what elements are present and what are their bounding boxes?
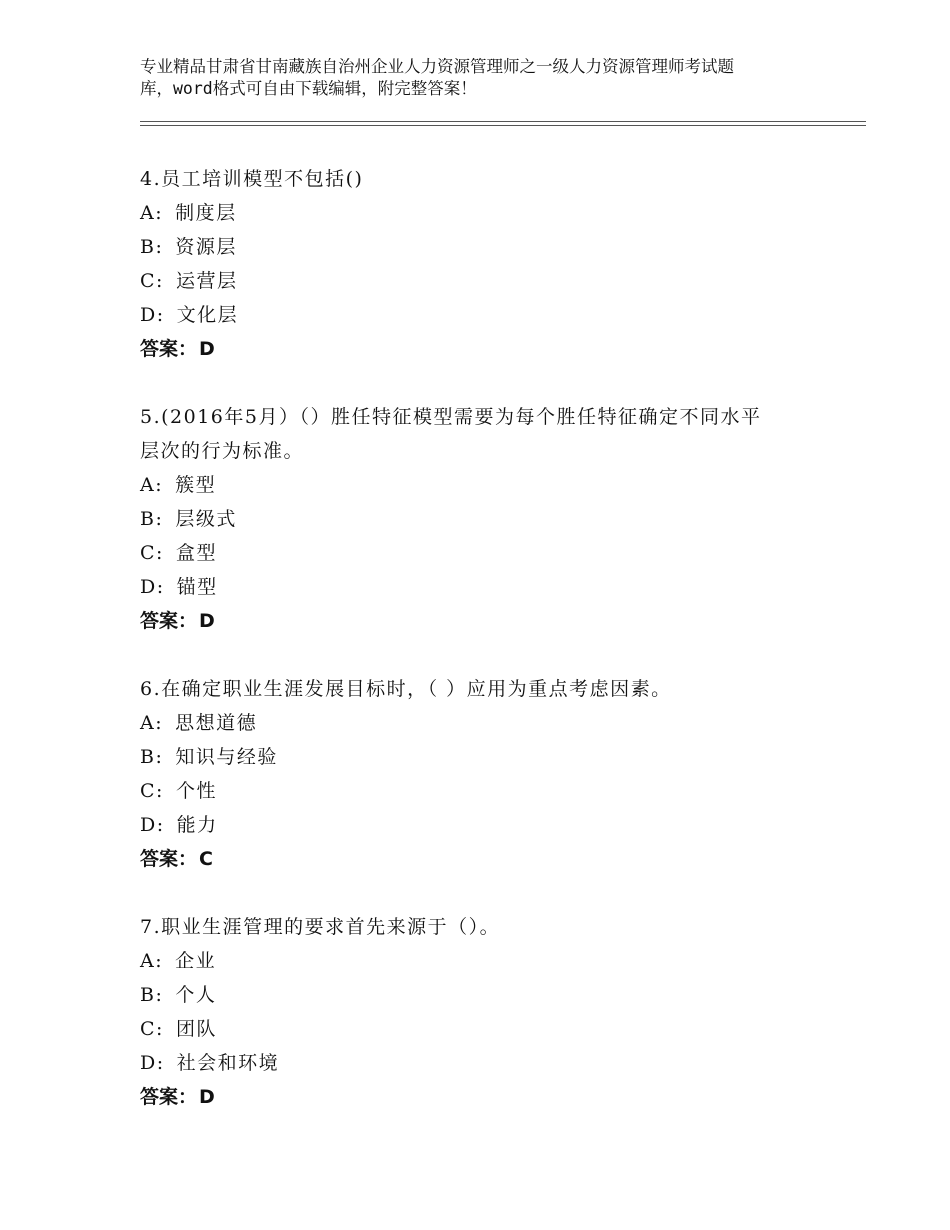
header-line-2: 库，word格式可自由下载编辑，附完整答案！: [140, 79, 477, 98]
question-block: [140, 400, 840, 638]
header-double-rule: [140, 121, 866, 126]
option-text: 簇型: [175, 474, 217, 496]
option-letter: B: [140, 984, 156, 1006]
option-letter: A: [140, 712, 156, 734]
option-letter: C: [140, 1018, 157, 1040]
option-letter: B: [140, 746, 156, 768]
option-letter: A: [140, 950, 156, 972]
option-separator: :: [156, 780, 164, 802]
option-separator: :: [156, 1018, 164, 1040]
answer-option: [140, 944, 840, 978]
question-stem: 层次的行为标准。: [140, 440, 305, 462]
answer-option: [140, 196, 840, 230]
answer-value: D: [199, 338, 215, 360]
answer-option: [140, 298, 840, 332]
option-letter: D: [140, 814, 157, 836]
option-text: 社会和环境: [176, 1052, 280, 1074]
answer-option: [140, 1012, 840, 1046]
option-letter: D: [140, 576, 157, 598]
answer-option: [140, 264, 840, 298]
option-text: 资源层: [175, 236, 237, 258]
answer-option: [140, 706, 840, 740]
question-block: [140, 672, 840, 876]
answer-line: [140, 842, 840, 876]
option-letter: C: [140, 542, 157, 564]
option-separator: :: [155, 236, 164, 258]
option-separator: :: [155, 950, 164, 972]
answer-label: 答案：: [140, 1086, 198, 1108]
header-line-1: 专业精品甘肃省甘南藏族自治州企业人力资源管理师之一级人力资源管理师考试题: [140, 57, 734, 76]
option-text: 制度层: [175, 202, 237, 224]
option-separator: :: [155, 712, 164, 734]
option-separator: :: [155, 474, 164, 496]
question-list: [140, 162, 840, 1148]
option-text: 层级式: [175, 508, 237, 530]
option-text: 个人: [175, 984, 217, 1006]
answer-option: [140, 774, 840, 808]
answer-label: 答案：: [140, 848, 198, 870]
answer-line: [140, 332, 840, 366]
option-letter: B: [140, 236, 156, 258]
question-stem: 7.职业生涯管理的要求首先来源于（）。: [140, 916, 501, 938]
option-text: 思想道德: [175, 712, 258, 734]
answer-value: C: [199, 848, 213, 870]
answer-label: 答案：: [140, 610, 198, 632]
option-text: 运营层: [175, 270, 238, 292]
answer-option: [140, 536, 840, 570]
option-text: 企业: [175, 950, 217, 972]
answer-line: [140, 604, 840, 638]
option-separator: :: [156, 576, 165, 598]
answer-option: [140, 978, 840, 1012]
document-header: [140, 56, 840, 100]
option-letter: B: [140, 508, 156, 530]
question-stem: 4.员工培训模型不包括(): [140, 168, 364, 190]
option-letter: C: [140, 270, 157, 292]
option-separator: :: [156, 304, 165, 326]
answer-label: 答案：: [140, 338, 198, 360]
option-separator: :: [156, 814, 165, 836]
option-letter: A: [140, 474, 156, 496]
question-stem: 6.在确定职业生涯发展目标时，（ ）应用为重点考虑因素。: [140, 678, 672, 700]
option-text: 文化层: [176, 304, 239, 326]
option-text: 锚型: [176, 576, 218, 598]
option-letter: D: [140, 304, 157, 326]
answer-option: [140, 502, 840, 536]
answer-option: [140, 808, 840, 842]
question-block: [140, 910, 840, 1114]
answer-option: [140, 1046, 840, 1080]
answer-value: D: [199, 610, 215, 632]
option-separator: :: [155, 508, 164, 530]
option-text: 团队: [175, 1018, 217, 1040]
option-letter: C: [140, 780, 157, 802]
answer-option: [140, 468, 840, 502]
option-text: 知识与经验: [175, 746, 278, 768]
question-block: [140, 162, 840, 366]
option-separator: :: [156, 542, 164, 564]
answer-value: D: [199, 1086, 215, 1108]
answer-option: [140, 230, 840, 264]
answer-option: [140, 740, 840, 774]
option-text: 盒型: [175, 542, 217, 564]
option-separator: :: [156, 270, 164, 292]
option-text: 能力: [176, 814, 218, 836]
option-separator: :: [155, 984, 164, 1006]
option-text: 个性: [175, 780, 217, 802]
option-separator: :: [155, 202, 164, 224]
question-stem: 5.(2016年5月）（）胜任特征模型需要为每个胜任特征确定不同水平: [140, 406, 762, 428]
option-separator: :: [156, 1052, 165, 1074]
option-separator: :: [155, 746, 164, 768]
answer-option: [140, 570, 840, 604]
option-letter: D: [140, 1052, 157, 1074]
answer-line: [140, 1080, 840, 1114]
option-letter: A: [140, 202, 156, 224]
